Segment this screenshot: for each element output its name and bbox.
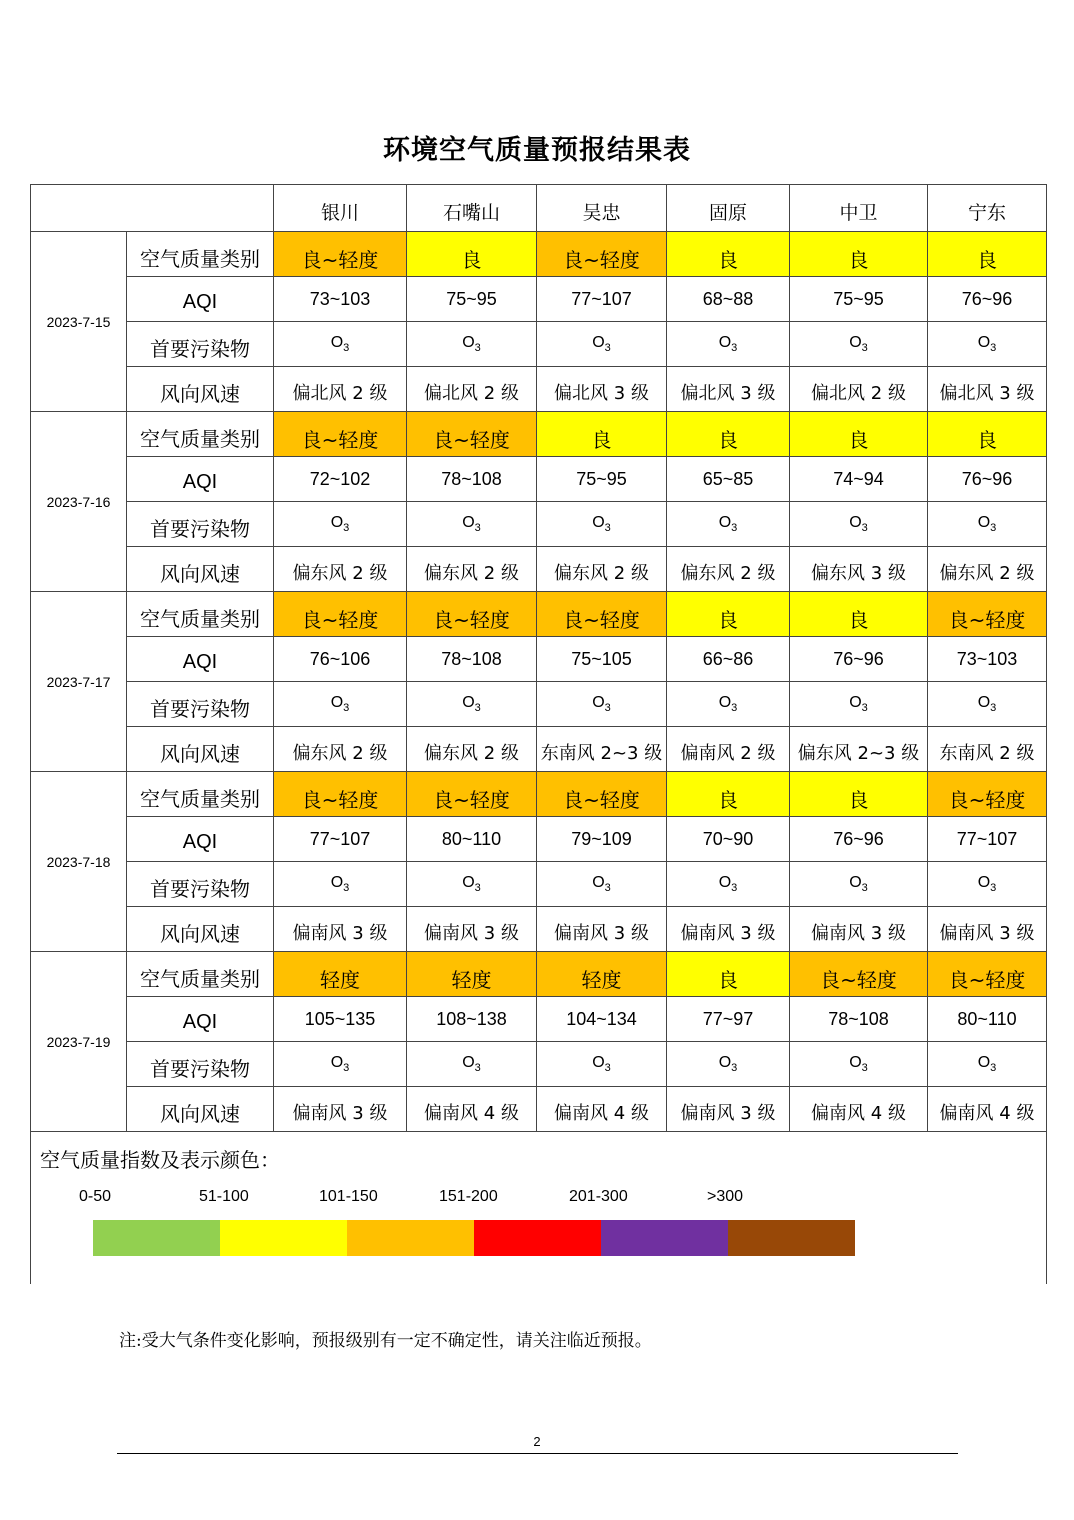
pollutant-subscript: 3 [604,702,611,715]
aqi-cell: 74~94 [790,457,928,502]
category-cell: 良 [790,412,928,457]
legend-color-swatch [220,1220,347,1256]
pollutant-symbol: O [977,333,991,351]
date-cell: 2023-7-16 [31,412,127,592]
pollutant-subscript: 3 [604,342,611,355]
aqi-color-legend [31,1132,1047,1284]
legend-range-label: 101-150 [319,1188,378,1205]
pollutant-cell [667,1042,790,1087]
category-row [31,232,1047,277]
pollutant-symbol: O [718,513,732,531]
category-row [31,952,1047,997]
wind-cell: 偏东风 2 级 [928,547,1047,592]
pollutant-cell [274,1042,407,1087]
legend-color-swatch [93,1220,220,1256]
aqi-cell: 73~103 [928,637,1047,682]
pollutant-symbol: O [977,873,991,891]
pollutant-symbol: O [849,1053,862,1071]
pollutant-cell [790,502,928,547]
wind-cell: 偏南风 3 级 [274,907,407,952]
wind-cell: 偏南风 3 级 [790,907,928,952]
category-cell: 良~轻度 [407,412,537,457]
aqi-cell: 76~96 [928,457,1047,502]
pollutant-subscript: 3 [861,702,868,715]
pollutant-cell [667,862,790,907]
aqi-cell: 80~110 [928,997,1047,1042]
legend-range-label: 151-200 [439,1188,498,1205]
row-label-pollutant: 首要污染物 [127,322,274,367]
aqi-cell: 70~90 [667,817,790,862]
pollutant-cell [407,322,537,367]
city-header: 中卫 [790,185,928,232]
city-header: 银川 [274,185,407,232]
category-cell: 良 [790,592,928,637]
category-cell: 良~轻度 [928,952,1047,997]
aqi-row [31,457,1047,502]
row-label-category: 空气质量类别 [127,232,274,277]
pollutant-subscript: 3 [861,1062,868,1075]
aqi-cell: 75~105 [537,637,667,682]
wind-cell: 偏北风 2 级 [274,367,407,412]
category-cell: 良 [790,232,928,277]
pollutant-cell [928,322,1047,367]
row-label-wind: 风向风速 [127,907,274,952]
pollutant-symbol: O [718,1053,732,1071]
category-row [31,412,1047,457]
pollutant-cell [928,682,1047,727]
aqi-cell: 78~108 [790,997,928,1042]
wind-cell: 偏南风 3 级 [537,907,667,952]
pollutant-subscript: 3 [474,522,481,535]
wind-cell: 偏北风 2 级 [790,367,928,412]
pollutant-subscript: 3 [731,342,738,355]
wind-cell: 偏南风 4 级 [790,1087,928,1132]
pollutant-subscript: 3 [990,882,997,895]
page-number: 2 [533,1434,541,1449]
pollutant-subscript: 3 [990,702,997,715]
pollutant-symbol: O [849,513,862,531]
row-label-wind: 风向风速 [127,727,274,772]
aqi-cell: 76~96 [790,817,928,862]
pollutant-cell [928,862,1047,907]
wind-cell: 偏南风 4 级 [537,1087,667,1132]
forecast-table [30,184,1047,1284]
pollutant-symbol: O [462,693,475,711]
category-cell: 轻度 [537,952,667,997]
category-cell: 良 [928,232,1047,277]
wind-cell: 偏东风 2~3 级 [790,727,928,772]
category-row [31,772,1047,817]
row-label-pollutant: 首要污染物 [127,682,274,727]
pollutant-cell [537,322,667,367]
wind-cell: 偏南风 4 级 [407,1087,537,1132]
row-label-pollutant: 首要污染物 [127,1042,274,1087]
wind-row [31,547,1047,592]
pollutant-subscript: 3 [343,342,350,355]
pollutant-subscript: 3 [990,1062,997,1075]
date-cell: 2023-7-19 [31,952,127,1132]
pollutant-symbol: O [849,873,862,891]
category-cell: 良 [667,232,790,277]
aqi-cell: 77~107 [537,277,667,322]
pollutant-row [31,502,1047,547]
aqi-cell: 78~108 [407,637,537,682]
date-cell: 2023-7-18 [31,772,127,952]
aqi-row [31,997,1047,1042]
wind-cell: 东南风 2 级 [928,727,1047,772]
pollutant-cell [928,502,1047,547]
pollutant-cell [790,862,928,907]
category-cell: 良~轻度 [790,952,928,997]
wind-cell: 偏南风 3 级 [274,1087,407,1132]
pollutant-row [31,1042,1047,1087]
aqi-cell: 75~95 [537,457,667,502]
pollutant-subscript: 3 [731,1062,738,1075]
pollutant-cell [667,682,790,727]
wind-cell: 偏东风 3 级 [790,547,928,592]
pollutant-subscript: 3 [731,702,738,715]
category-cell: 良 [667,592,790,637]
disclaimer-note: 注:受大气条件变化影响，预报级别有一定不确定性，请关注临近预报。 [119,1331,652,1351]
category-cell: 良~轻度 [274,412,407,457]
aqi-row [31,277,1047,322]
pollutant-subscript: 3 [474,702,481,715]
category-cell: 良 [928,412,1047,457]
wind-cell: 偏南风 3 级 [407,907,537,952]
pollutant-cell [537,502,667,547]
pollutant-symbol: O [462,513,475,531]
pollutant-row [31,682,1047,727]
wind-cell: 偏北风 3 级 [667,367,790,412]
category-cell: 良 [667,952,790,997]
pollutant-subscript: 3 [731,882,738,895]
pollutant-symbol: O [977,1053,991,1071]
category-row [31,592,1047,637]
pollutant-cell [537,682,667,727]
row-label-category: 空气质量类别 [127,412,274,457]
aqi-cell: 77~97 [667,997,790,1042]
category-cell: 良~轻度 [537,592,667,637]
corner-cell [31,185,274,232]
legend-range-label: >300 [707,1188,744,1205]
pollutant-symbol: O [592,333,605,351]
row-label-aqi: AQI [127,637,274,682]
row-label-wind: 风向风速 [127,547,274,592]
wind-cell: 偏东风 2 级 [537,547,667,592]
aqi-cell: 80~110 [407,817,537,862]
category-cell: 良~轻度 [274,592,407,637]
city-header: 宁东 [928,185,1047,232]
date-cell: 2023-7-17 [31,592,127,772]
pollutant-cell [667,502,790,547]
row-label-pollutant: 首要污染物 [127,502,274,547]
wind-cell: 东南风 2~3 级 [537,727,667,772]
row-label-wind: 风向风速 [127,367,274,412]
pollutant-cell [537,1042,667,1087]
legend-range-label: 51-100 [199,1188,249,1205]
row-label-category: 空气质量类别 [127,952,274,997]
pollutant-cell [407,682,537,727]
category-cell: 良 [790,772,928,817]
category-cell: 良 [407,232,537,277]
pollutant-symbol: O [462,333,475,351]
wind-cell: 偏南风 4 级 [928,1087,1047,1132]
pollutant-subscript: 3 [990,522,997,535]
pollutant-symbol: O [849,693,862,711]
pollutant-cell [407,862,537,907]
aqi-row [31,817,1047,862]
aqi-cell: 66~86 [667,637,790,682]
aqi-cell: 104~134 [537,997,667,1042]
category-cell: 良 [667,772,790,817]
city-header: 吴忠 [537,185,667,232]
category-cell: 良~轻度 [407,592,537,637]
pollutant-cell [790,322,928,367]
wind-cell: 偏北风 3 级 [928,367,1047,412]
aqi-cell: 65~85 [667,457,790,502]
aqi-cell: 76~96 [928,277,1047,322]
category-cell: 良~轻度 [928,592,1047,637]
row-label-category: 空气质量类别 [127,592,274,637]
pollutant-symbol: O [462,873,475,891]
aqi-cell: 77~107 [274,817,407,862]
legend-range-label: 201-300 [569,1188,628,1205]
category-cell: 良~轻度 [274,772,407,817]
wind-row [31,367,1047,412]
pollutant-subscript: 3 [474,342,481,355]
aqi-cell: 77~107 [928,817,1047,862]
aqi-row [31,637,1047,682]
aqi-cell: 75~95 [407,277,537,322]
pollutant-cell [274,862,407,907]
pollutant-subscript: 3 [343,702,350,715]
wind-row [31,1087,1047,1132]
pollutant-row [31,322,1047,367]
legend-color-swatch [601,1220,728,1256]
pollutant-cell [274,682,407,727]
pollutant-cell [667,322,790,367]
aqi-cell: 105~135 [274,997,407,1042]
pollutant-subscript: 3 [604,1062,611,1075]
legend-color-swatch [347,1220,474,1256]
pollutant-subscript: 3 [861,342,868,355]
aqi-cell: 78~108 [407,457,537,502]
pollutant-cell [928,1042,1047,1087]
pollutant-subscript: 3 [731,522,738,535]
pollutant-symbol: O [849,333,862,351]
pollutant-subscript: 3 [604,882,611,895]
pollutant-subscript: 3 [474,882,481,895]
wind-cell: 偏东风 2 级 [407,547,537,592]
date-cell: 2023-7-15 [31,232,127,412]
wind-cell: 偏北风 2 级 [407,367,537,412]
category-cell: 良 [537,412,667,457]
wind-cell: 偏南风 3 级 [928,907,1047,952]
row-label-wind: 风向风速 [127,1087,274,1132]
wind-cell: 偏南风 2 级 [667,727,790,772]
pollutant-cell [537,862,667,907]
pollutant-cell [790,682,928,727]
pollutant-symbol: O [592,1053,605,1071]
aqi-cell: 72~102 [274,457,407,502]
pollutant-symbol: O [718,333,732,351]
pollutant-cell [274,502,407,547]
page-title: 环境空气质量预报结果表 [383,135,691,166]
pollutant-symbol: O [330,513,344,531]
pollutant-symbol: O [330,333,344,351]
pollutant-subscript: 3 [343,882,350,895]
category-cell: 良~轻度 [928,772,1047,817]
category-cell: 轻度 [274,952,407,997]
city-header-row [31,185,1047,232]
pollutant-symbol: O [718,873,732,891]
aqi-cell: 68~88 [667,277,790,322]
pollutant-cell [790,1042,928,1087]
aqi-cell: 73~103 [274,277,407,322]
legend-range-label: 0-50 [79,1188,112,1205]
pollutant-subscript: 3 [604,522,611,535]
pollutant-symbol: O [977,513,991,531]
row-label-aqi: AQI [127,997,274,1042]
wind-cell: 偏南风 3 级 [667,907,790,952]
pollutant-subscript: 3 [343,522,350,535]
row-label-aqi: AQI [127,817,274,862]
pollutant-subscript: 3 [861,882,868,895]
category-cell: 良~轻度 [537,232,667,277]
pollutant-subscript: 3 [474,1062,481,1075]
footer-divider [117,1453,958,1454]
category-cell: 良~轻度 [537,772,667,817]
pollutant-symbol: O [592,513,605,531]
pollutant-symbol: O [592,693,605,711]
city-header: 石嘴山 [407,185,537,232]
wind-cell: 偏东风 2 级 [274,547,407,592]
row-label-category: 空气质量类别 [127,772,274,817]
category-cell: 轻度 [407,952,537,997]
pollutant-symbol: O [330,873,344,891]
aqi-cell: 79~109 [537,817,667,862]
row-label-pollutant: 首要污染物 [127,862,274,907]
pollutant-subscript: 3 [990,342,997,355]
legend-color-swatch [474,1220,601,1256]
wind-cell: 偏东风 2 级 [274,727,407,772]
wind-cell: 偏南风 3 级 [667,1087,790,1132]
wind-row [31,727,1047,772]
category-cell: 良~轻度 [274,232,407,277]
category-cell: 良 [667,412,790,457]
category-cell: 良~轻度 [407,772,537,817]
pollutant-cell [407,1042,537,1087]
legend-row [31,1132,1047,1284]
pollutant-symbol: O [718,693,732,711]
wind-cell: 偏北风 3 级 [537,367,667,412]
aqi-cell: 75~95 [790,277,928,322]
pollutant-subscript: 3 [343,1062,350,1075]
pollutant-row [31,862,1047,907]
pollutant-subscript: 3 [861,522,868,535]
row-label-aqi: AQI [127,457,274,502]
wind-cell: 偏东风 2 级 [667,547,790,592]
aqi-cell: 76~96 [790,637,928,682]
pollutant-symbol: O [592,873,605,891]
legend-color-swatch [728,1220,855,1256]
pollutant-cell [407,502,537,547]
pollutant-symbol: O [330,1053,344,1071]
row-label-aqi: AQI [127,277,274,322]
aqi-cell: 108~138 [407,997,537,1042]
pollutant-symbol: O [330,693,344,711]
aqi-cell: 76~106 [274,637,407,682]
pollutant-symbol: O [462,1053,475,1071]
wind-cell: 偏东风 2 级 [407,727,537,772]
legend-title: 空气质量指数及表示颜色： [40,1148,280,1172]
pollutant-cell [274,322,407,367]
wind-row [31,907,1047,952]
city-header: 固原 [667,185,790,232]
pollutant-symbol: O [977,693,991,711]
